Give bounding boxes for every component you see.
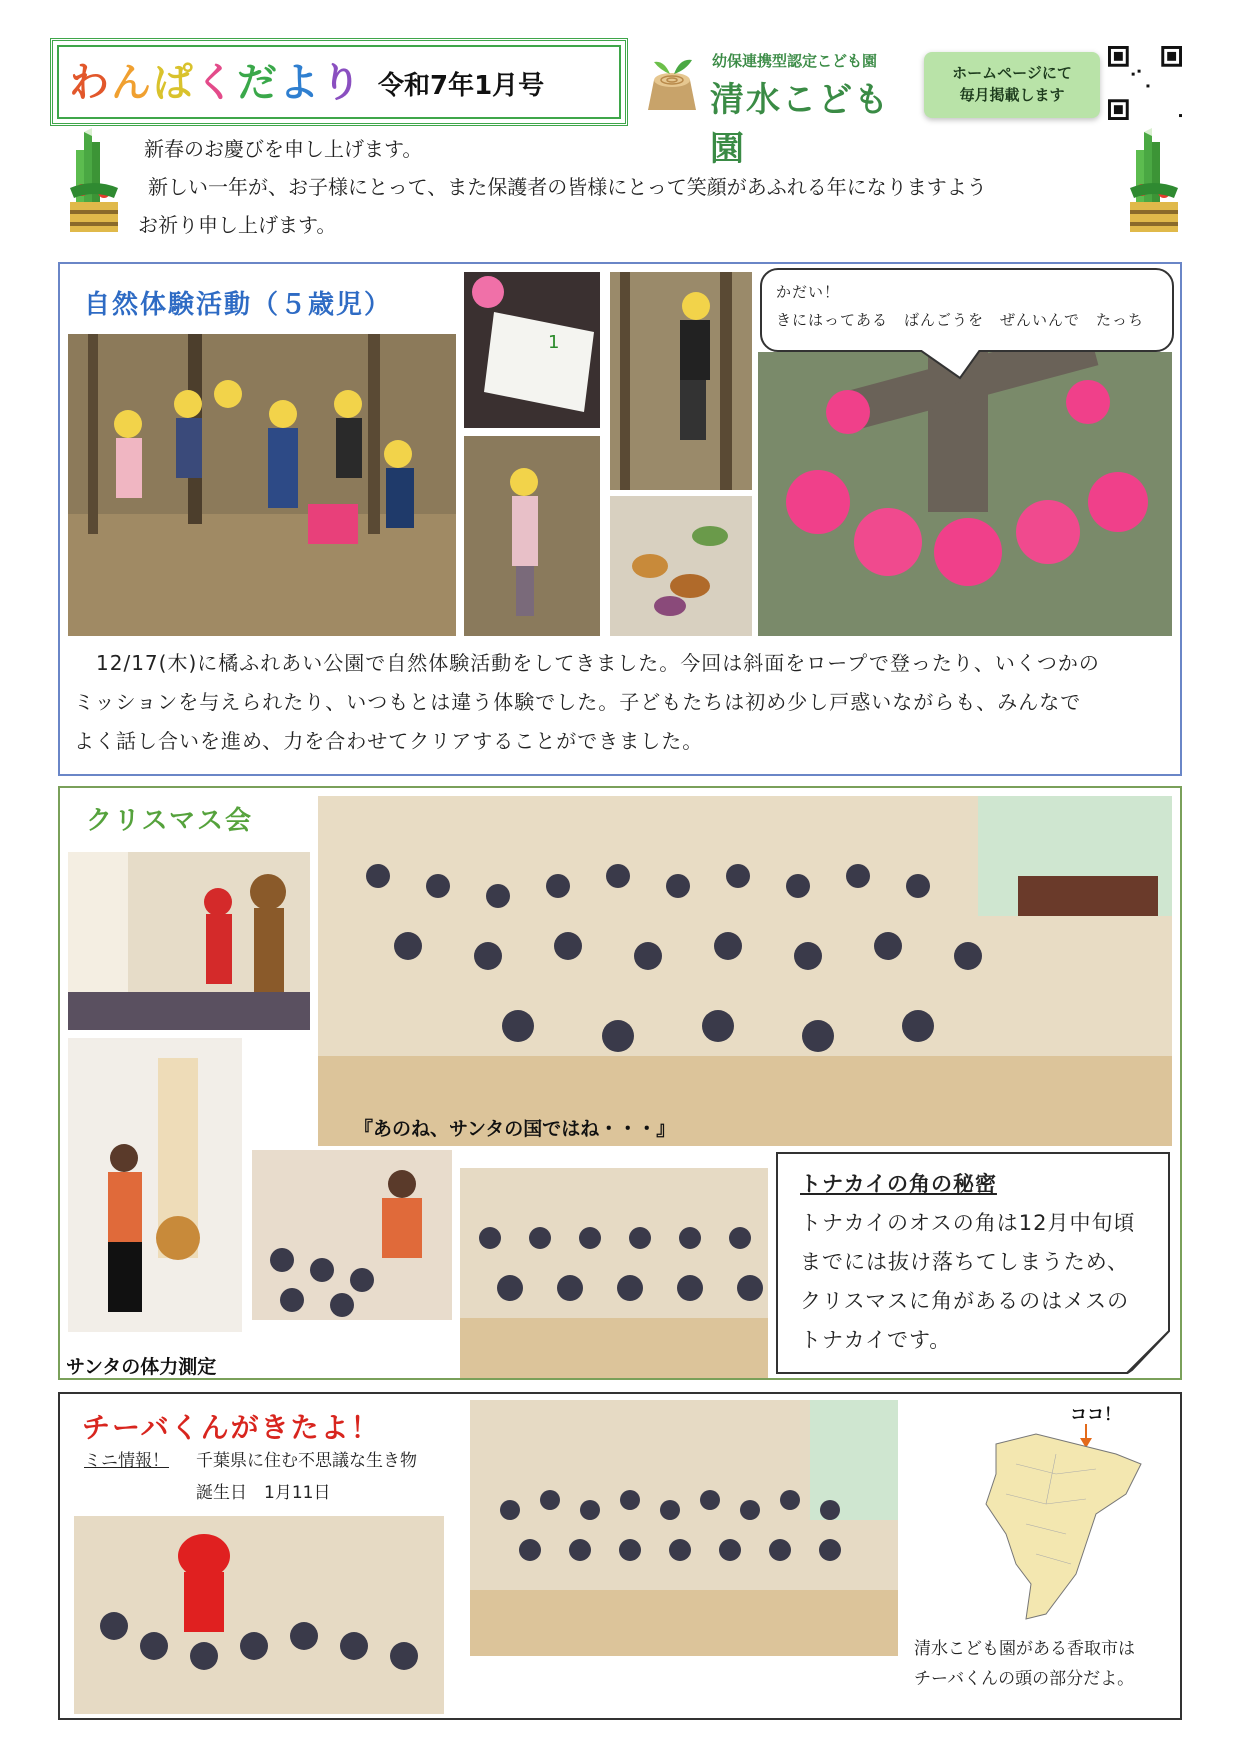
title-char: ぱ xyxy=(153,60,195,106)
title-char: ん xyxy=(111,60,153,106)
leaves-photo xyxy=(610,496,752,636)
mission-speech-bubble xyxy=(760,268,1174,352)
title-char: わ xyxy=(69,60,111,106)
chiba-title: チーバくんがきたよ！ xyxy=(82,1411,381,1444)
homepage-badge-line1: ホームページにて xyxy=(952,64,1072,82)
santa-fitness-photo xyxy=(68,1038,242,1332)
mini-info-label: ミニ情報！ xyxy=(84,1451,169,1471)
nature-text-line2: ミッションを与えられたり、いつもとは違う体験でした。子どもたちは初め少し戸惑いながらも、みんなで xyxy=(74,690,1082,714)
page-fold-icon xyxy=(1126,1330,1170,1374)
title-char: く xyxy=(195,60,237,106)
child-rope-photo xyxy=(464,436,600,636)
bubble-line2: きにはってある ばんごうを ぜんいんで たっち xyxy=(776,311,1145,329)
greeting-line2: 新しい一年が、お子様にとって、また保護者の皆様にとって笑顔があふれる年になりますよう xyxy=(148,175,987,199)
nature-text-line1: 12/17(木)に橘ふれあい公園で自然体験活動をしてきました。今回は斜面をロープで登ったり、いくつかの xyxy=(96,651,1100,675)
homepage-badge xyxy=(924,52,1100,118)
title-char: だ xyxy=(237,60,279,106)
note-line4: トナカイです。 xyxy=(800,1328,952,1352)
map-caption-line1: 清水こども園がある香取市は xyxy=(914,1639,1135,1659)
logo-subtitle: 幼保連携型認定こども園 xyxy=(712,52,878,70)
santa-reindeer-photo xyxy=(68,852,310,1030)
children-seated-photo xyxy=(460,1168,768,1378)
tree-stump-icon xyxy=(640,50,704,114)
mission-card-photo xyxy=(464,272,600,428)
qr-code-icon[interactable] xyxy=(1108,46,1182,120)
bubble-tail xyxy=(920,350,980,380)
chiba-kun-photo xyxy=(74,1516,444,1714)
mini-birthday: 誕生日 1月11日 xyxy=(196,1483,331,1503)
map-marker-label: ココ！ xyxy=(1070,1405,1121,1425)
dance-photo xyxy=(470,1400,898,1656)
greeting-line3: お祈り申し上げます。 xyxy=(138,213,337,237)
kadomatsu-left-icon xyxy=(62,128,126,238)
map-caption-line2: チーバくんの頭の部分だよ。 xyxy=(914,1669,1135,1689)
title-char: り xyxy=(321,60,363,106)
mini-info-text: 千葉県に住む不思議な生き物 xyxy=(196,1451,417,1471)
issue-label: 令和7年1月号 xyxy=(378,71,545,101)
newsletter-title-box xyxy=(50,38,628,126)
singing-photo xyxy=(252,1150,452,1320)
note-line3: クリスマスに角があるのはメスの xyxy=(800,1289,1130,1313)
forest-walk-photo xyxy=(68,334,456,636)
christmas-audience-photo xyxy=(318,796,1172,1146)
show-caption: 『あのね、サンタの国ではね・・・』 xyxy=(354,1118,676,1140)
svg-text:1: 1 xyxy=(548,332,560,353)
santa-caption: サンタの体力測定 xyxy=(66,1356,217,1378)
school-logo xyxy=(640,42,910,169)
tree-touch-photo xyxy=(758,352,1172,636)
newsletter-title xyxy=(69,51,363,108)
title-char: よ xyxy=(279,60,321,106)
greeting-line1: 新春のお慶びを申し上げます。 xyxy=(144,137,423,161)
note-line1: トナカイのオスの角は12月中旬頃 xyxy=(800,1211,1136,1235)
christmas-title: クリスマス会 xyxy=(86,806,253,836)
child-climbing-photo xyxy=(610,272,752,490)
nature-title: 自然体験活動（５歳児） xyxy=(84,290,393,320)
nature-text-line3: よく話し合いを進め、力を合わせてクリアすることができました。 xyxy=(74,729,704,753)
chiba-map xyxy=(976,1424,1146,1624)
homepage-badge-line2: 毎月掲載します xyxy=(959,86,1065,104)
note-line2: までには抜け落ちてしまうため、 xyxy=(800,1250,1129,1274)
logo-name: 清水こども園 xyxy=(710,80,890,169)
bubble-line1: かだい！ xyxy=(776,283,841,301)
kadomatsu-right-icon xyxy=(1122,128,1186,238)
note-title: トナカイの角の秘密 xyxy=(800,1172,997,1196)
reindeer-note xyxy=(776,1152,1170,1374)
